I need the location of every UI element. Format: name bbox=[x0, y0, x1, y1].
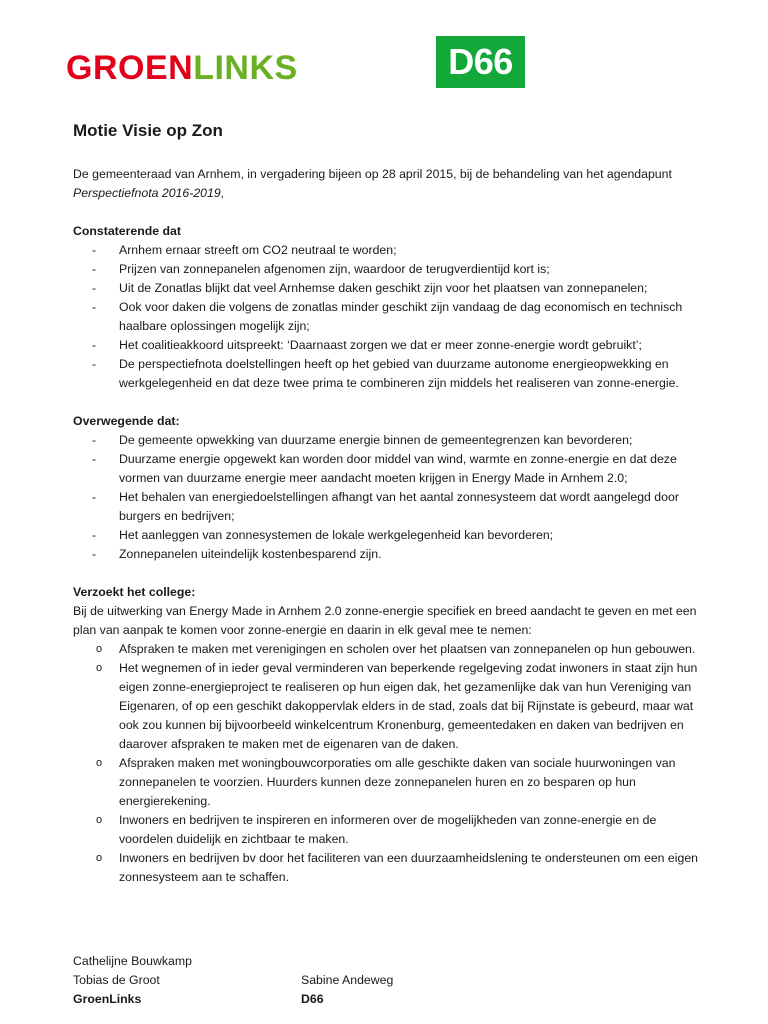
section-title-verzoekt: Verzoekt het college: bbox=[73, 585, 196, 599]
bullet-dash: - bbox=[92, 357, 97, 371]
list-item-text: Het coalitieakkoord uitspreekt: ‘Daarnaast zorgen we dat er meer zonne-energie wordt gebruikt’; bbox=[119, 338, 642, 352]
bullet-dash: - bbox=[92, 300, 97, 314]
list-item bbox=[73, 241, 703, 260]
constaterend-list bbox=[73, 241, 703, 393]
list-item-text: Het aanleggen van zonnesystemen de lokale werkgelegenheid kan bevorderen; bbox=[119, 528, 554, 542]
party-name: D66 bbox=[301, 992, 324, 1006]
section-title-overwegend: Overwegende dat: bbox=[73, 414, 180, 428]
section-title-constaterend: Constaterende dat bbox=[73, 224, 181, 238]
list-item bbox=[73, 659, 703, 754]
bullet-circle: o bbox=[96, 643, 103, 655]
list-item bbox=[73, 355, 703, 393]
bullet-dash: - bbox=[92, 243, 97, 257]
list-item-text: Zonnepanelen uiteindelijk kostenbesparend zijn. bbox=[119, 547, 382, 561]
list-item-text: Prijzen van zonnepanelen afgenomen zijn, waardoor de terugverdientijd kort is; bbox=[119, 262, 550, 276]
logo-bar bbox=[0, 0, 768, 110]
d66-logo: D66 bbox=[436, 36, 525, 88]
list-item-text: Inwoners en bedrijven te inspireren en informeren over de mogelijkheden van zonne-energie en de voordelen duidelijk en zichtbaar te maken. bbox=[119, 813, 657, 846]
bullet-dash: - bbox=[92, 490, 97, 504]
bullet-dash: - bbox=[92, 262, 97, 276]
list-item-text: De gemeente opwekking van duurzame energie binnen de gemeentegrenzen kan bevorderen; bbox=[119, 433, 633, 447]
bullet-dash: - bbox=[92, 281, 97, 295]
bullet-dash: - bbox=[92, 452, 97, 466]
list-item-text: Het behalen van energiedoelstellingen afhangt van het aantal zonnesysteem dat wordt aangelegd door burgers en bedrijven; bbox=[119, 490, 679, 523]
bullet-circle: o bbox=[96, 852, 103, 864]
bullet-dash: - bbox=[92, 433, 97, 447]
list-item bbox=[73, 849, 703, 887]
list-item bbox=[73, 431, 703, 450]
signatory-name: Tobias de Groot bbox=[73, 973, 160, 987]
intro-paragraph bbox=[73, 165, 703, 203]
bullet-circle: o bbox=[96, 757, 103, 769]
party-name: GroenLinks bbox=[73, 992, 142, 1006]
page-title: Motie Visie op Zon bbox=[73, 121, 223, 140]
list-item-text: Afspraken te maken met verenigingen en scholen over het plaatsen van zonnepanelen op hun gebouwen. bbox=[119, 642, 696, 656]
list-item bbox=[73, 260, 703, 279]
bullet-circle: o bbox=[96, 814, 103, 826]
signatory-name: Cathelijne Bouwkamp bbox=[73, 954, 192, 968]
intro-agenda-item: Perspectiefnota 2016-2019 bbox=[73, 186, 221, 200]
bullet-dash: - bbox=[92, 528, 97, 542]
list-item-text: Uit de Zonatlas blijkt dat veel Arnhemse daken geschikt zijn voor het plaatsen van zonnepanelen; bbox=[119, 281, 648, 295]
intro-suffix: , bbox=[220, 186, 225, 200]
list-item-text: Afspraken maken met woningbouwcorporaties om alle geschikte daken van sociale huurwoningen van zonnepanelen te voorzien. Huurders kunnen deze zonnepanelen huren en zo besparen op hun energierekening. bbox=[119, 756, 676, 808]
list-item-text: Duurzame energie opgewekt kan worden door middel van wind, warmte en zonne-energie en dat deze vormen van duurzame energie meer aandacht moeten krijgen in Energy Made in Arnhem 2.0; bbox=[119, 452, 677, 485]
signatory-name: Sabine Andeweg bbox=[301, 973, 394, 987]
bullet-dash: - bbox=[92, 547, 97, 561]
intro-text: De gemeenteraad van Arnhem, in vergadering bijeen op 28 april 2015, bij de behandeling van het agendapunt bbox=[73, 167, 672, 181]
list-item-text: De perspectiefnota doelstellingen heeft op het gebied van duurzame autonome energieopwekking en werkgelegenheid en dat deze twee prima te combineren zijn middels het realiseren van zonne-energie. bbox=[119, 357, 679, 390]
list-item bbox=[73, 526, 703, 545]
list-item bbox=[73, 488, 703, 526]
list-item bbox=[73, 640, 703, 659]
verzoekt-paragraph: Bij de uitwerking van Energy Made in Arnhem 2.0 zonne-energie specifiek en breed aandacht te geven en met een plan van aanpak te komen voor zonne-energie en daarin in elk geval mee te nemen: bbox=[73, 604, 697, 637]
list-item bbox=[73, 336, 703, 355]
list-item bbox=[73, 754, 703, 811]
overwegend-list bbox=[73, 431, 703, 564]
groenlinks-logo bbox=[66, 46, 298, 90]
bullet-dash: - bbox=[92, 338, 97, 352]
motion-document bbox=[73, 118, 703, 887]
groenlinks-logo-groen: GROEN bbox=[66, 49, 194, 87]
groenlinks-logo-links: LINKS bbox=[193, 49, 298, 87]
verzoekt-list bbox=[73, 640, 703, 887]
signature-groenlinks bbox=[73, 952, 192, 1009]
list-item bbox=[73, 279, 703, 298]
list-item bbox=[73, 545, 703, 564]
list-item bbox=[73, 450, 703, 488]
list-item bbox=[73, 298, 703, 336]
list-item-text: Arnhem ernaar streeft om CO2 neutraal te worden; bbox=[119, 243, 397, 257]
list-item bbox=[73, 811, 703, 849]
bullet-circle: o bbox=[96, 662, 103, 674]
list-item-text: Het wegnemen of in ieder geval verminderen van beperkende regelgeving zodat inwoners in staat zijn hun eigen zonne-energieproject te realiseren op hun eigen dak, het gezamenlijke dak van hun Vereniging van Eigenaren, of op een geschikt dakoppervlak elders in de stad, zoals dat bij Rijnstate is gebeurd, maar wat ook zou kunnen bij bijvoorbeeld winkelcentrum Kronenburg, gemeentedaken en daken van bedrijven en daarover afspraken te maken met de eigenaren van de daken. bbox=[119, 661, 698, 751]
signature-d66 bbox=[301, 971, 393, 1009]
list-item-text: Inwoners en bedrijven bv door het faciliteren van een duurzaamheidslening te ondersteunen om een eigen zonnesysteem aan te schaffen. bbox=[119, 851, 699, 884]
list-item-text: Ook voor daken die volgens de zonatlas minder geschikt zijn vandaag de dag economisch en technisch haalbare oplossingen mogelijk zijn; bbox=[119, 300, 683, 333]
